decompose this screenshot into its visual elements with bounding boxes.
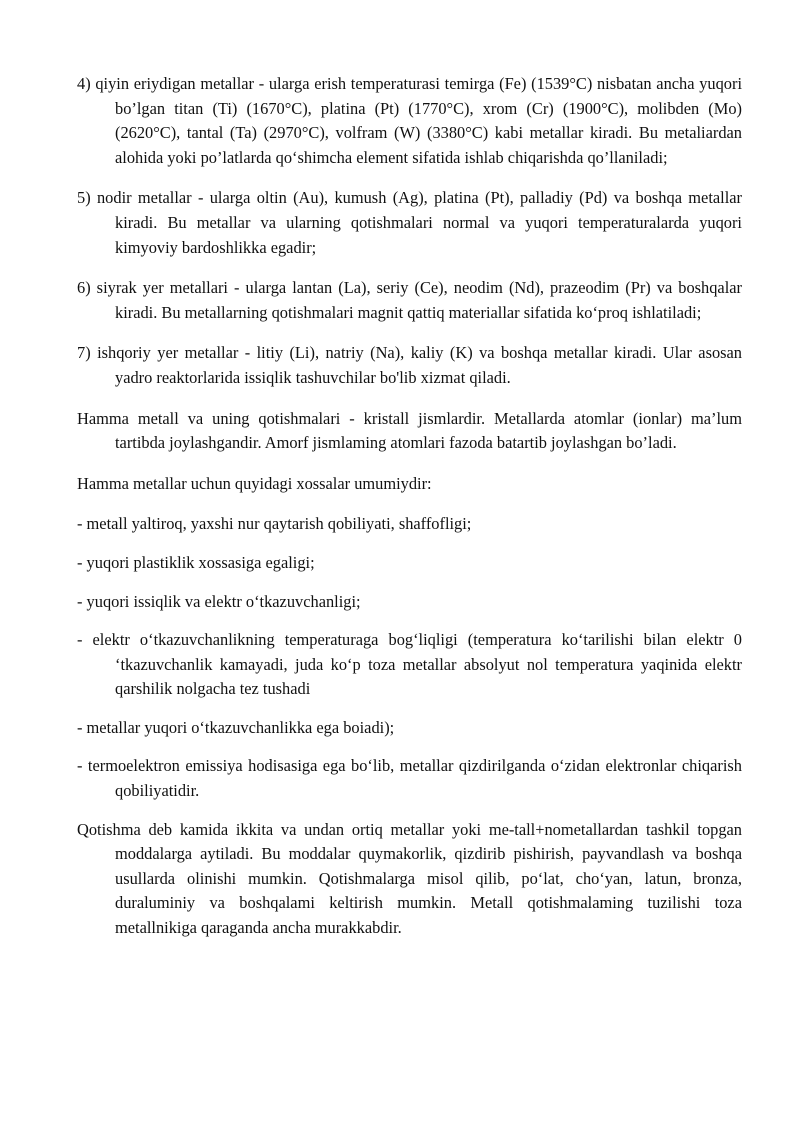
- list-item-high-conductivity: - metallar yuqori o‘tkazuvchanlikka ega boiadi);: [77, 717, 395, 737]
- list-item-conductivity: - yuqori issiqlik va elektr o‘tkazuvchanligi;: [77, 591, 361, 611]
- paragraph-common-properties-intro: Hamma metallar uchun quyidagi xossalar umumiydir:: [77, 473, 432, 493]
- list-item-plasticity: - yuqori plastiklik xossasiga egaligi;: [77, 552, 315, 572]
- paragraph-rare-earth-metals: 6) siyrak yer metallari - ularga lantan (La), seriy (Ce), neodim (Nd), prazeodim (Pr) va boshqalar kiradi. Bu metallarning qotishmalari magnit qattiq materiallar sifatida ko‘proq ishlatiladi;: [77, 278, 742, 322]
- paragraph-alloy-definition: Qotishma deb kamida ikkita va undan ortiq metallar yoki me-tall+nometallardan tashkil topgan moddalarga aytiladi. Bu moddalar quymakorlik, qizdirib pishirish, payvandlash va boshqa usullarda olinishi mumkin. Qotishmalarga misol qilib, po‘lat, cho‘yan, latun, bronza, duraluminiy va boshqalami keltirish mumkin. Metall qotishmalaming tuzilishi toza metallnikiga qaraganda ancha murakkabdir.: [77, 819, 742, 938]
- list-item-temperature-dependence: - elektr o‘tkazuvchanlikning temperaturaga bog‘liqligi (temperatura ko‘tarilishi bilan elektr 0 ‘tkazuvchanlik kamayadi, juda ko‘p toza metallar absolyut nol temperatura yaqinida elektr qarshilik nolgacha tez tushadi: [77, 630, 742, 699]
- paragraph-crystal-bodies: Hamma metall va uning qotishmalari - kristall jismlardir. Metallarda atomlar (ionlar) ma’lum tartibda joylashgandir. Amorf jismlaming atomlari fazoda batartib joylashgan bo’ladi.: [77, 408, 742, 453]
- paragraph-refractory-metals: 4) qiyin eriydigan metallar - ularga erish temperaturasi temirga (Fe) (1539°C) nisbatan ancha yuqori bo’lgan titan (Ti) (1670°C), platina (Pt) (1770°C), xrom (Cr) (1900°C), molibden (Mo) (2620°C), tantal (Ta) (2970°C), volfram (W) (3380°C) kabi metallar kiradi. Bu metaliardan alohida yoki po’latlarda qo‘shimcha element sifatida ishlab chiqarishda qo’llaniladi;: [77, 74, 742, 167]
- list-item-thermionic-emission: - termoelektron emissiya hodisasiga ega bo‘lib, metallar qizdirilganda o‘zidan elektronlar chiqarish qobiliyatidir.: [77, 756, 742, 801]
- list-item-luster: - metall yaltiroq, yaxshi nur qaytarish qobiliyati, shaffofligi;: [77, 514, 472, 534]
- paragraph-alkaline-earth-metals: 7) ishqoriy yer metallar - litiy (Li), natriy (Na), kaliy (K) va boshqa metallar kiradi. Ular asosan yadro reaktorlarida issiqlik tashuvchilar bo'lib xizmat qiladi.: [77, 343, 742, 387]
- document-page: [77, 72, 742, 957]
- paragraph-noble-metals: 5) nodir metallar - ularga oltin (Au), kumush (Ag), platina (Pt), palladiy (Pd) va boshqa metallar kiradi. Bu metallar va ularning qotishmalari normal va yuqori temperaturalarda yuqori kimyoviy bardoshlikka egadir;: [77, 188, 742, 257]
